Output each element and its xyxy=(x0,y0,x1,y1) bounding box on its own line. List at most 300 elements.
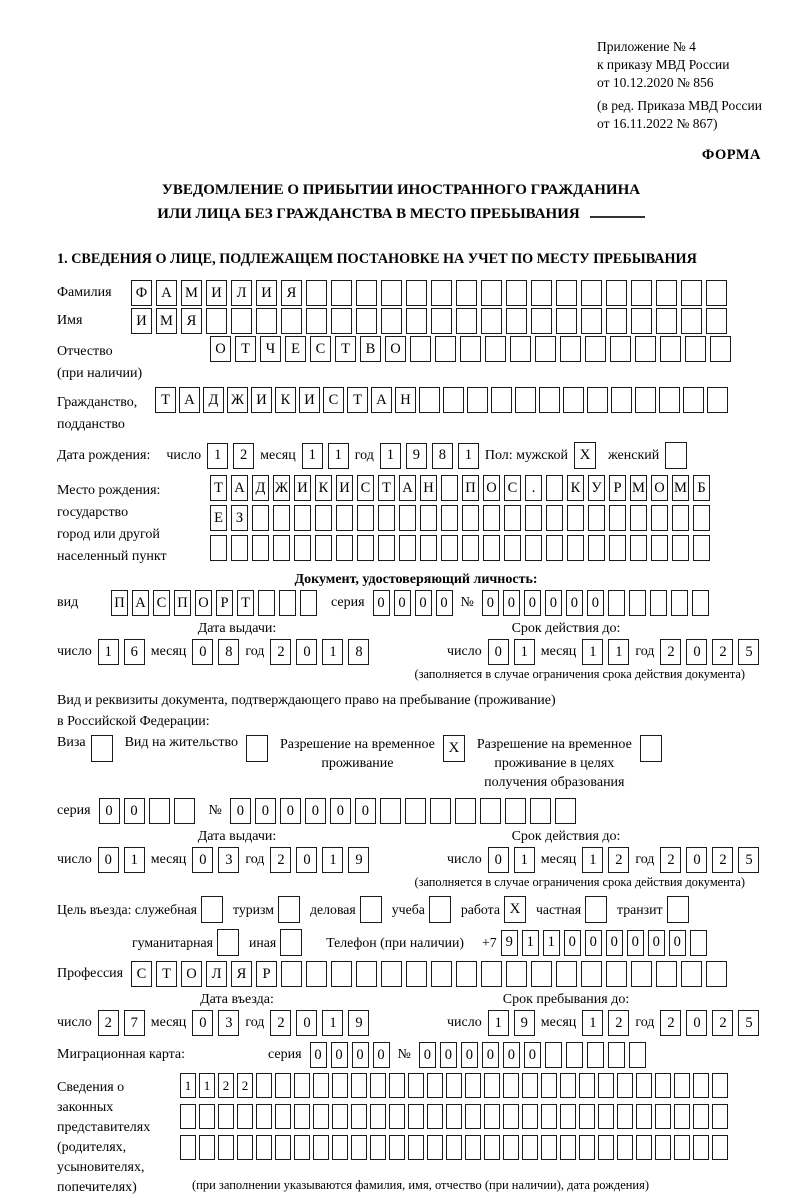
char-cell xyxy=(606,308,627,334)
form-title xyxy=(57,179,775,226)
char-cell: 1 xyxy=(488,1010,509,1036)
char-cell: А xyxy=(156,280,177,306)
month-label: месяц xyxy=(150,852,187,867)
reps-note: (при заполнении указываются фамилия, имя, отчество (при наличии), дата рождения) xyxy=(192,1178,650,1192)
char-cell: Н xyxy=(395,387,416,413)
char-cell xyxy=(515,387,536,413)
char-cell xyxy=(408,1135,424,1160)
day-label: число xyxy=(447,644,482,659)
char-cell xyxy=(693,1135,709,1160)
char-cell: 2 xyxy=(712,1010,733,1036)
char-cell xyxy=(617,1073,633,1098)
char-cell xyxy=(218,1104,234,1129)
char-cell xyxy=(399,505,416,531)
char-cell xyxy=(560,1073,576,1098)
char-cell xyxy=(655,1104,671,1129)
char-cell: Р xyxy=(216,590,233,616)
forma-label: ФОРМА xyxy=(701,147,761,163)
purpose-work-checkbox: X xyxy=(504,896,526,923)
legal-reps-row xyxy=(57,1073,775,1198)
char-cell xyxy=(199,1135,215,1160)
iddoc-valid-month-cells xyxy=(582,639,629,665)
visa-checkbox xyxy=(91,735,113,762)
residence-permit-checkbox xyxy=(246,735,268,762)
char-cell xyxy=(420,535,437,561)
char-cell xyxy=(381,308,402,334)
char-cell xyxy=(481,280,502,306)
char-cell: О xyxy=(181,961,202,987)
char-cell xyxy=(483,535,500,561)
issue-date-label: Дата выдачи: xyxy=(197,621,277,636)
purpose-humanitarian-checkbox xyxy=(217,929,239,956)
birthplace-label: населенный пункт xyxy=(57,549,167,564)
char-cell xyxy=(706,280,727,306)
char-cell: 0 xyxy=(524,590,541,616)
char-cell xyxy=(441,505,458,531)
char-cell: 1 xyxy=(608,639,629,665)
doc-kind-label: вид xyxy=(57,595,79,610)
char-cell: С xyxy=(357,475,374,501)
char-cell: О xyxy=(195,590,212,616)
birth-day-cells xyxy=(207,443,254,469)
char-cell xyxy=(406,308,427,334)
series-label: серия xyxy=(331,595,365,610)
char-cell xyxy=(539,387,560,413)
char-cell: 1 xyxy=(302,443,323,469)
char-cell xyxy=(712,1073,728,1098)
char-cell: Я xyxy=(281,280,302,306)
char-cell xyxy=(707,387,728,413)
char-cell: З xyxy=(231,505,248,531)
char-cell xyxy=(535,336,556,362)
char-cell: 0 xyxy=(415,590,432,616)
char-cell: М xyxy=(181,280,202,306)
char-cell xyxy=(332,1135,348,1160)
char-cell: Т xyxy=(210,475,227,501)
char-cell xyxy=(671,590,688,616)
char-cell xyxy=(427,1135,443,1160)
char-cell xyxy=(356,280,377,306)
char-cell: 0 xyxy=(230,798,251,824)
char-cell: 1 xyxy=(582,639,603,665)
char-cell xyxy=(306,280,327,306)
char-cell: 3 xyxy=(218,1010,239,1036)
char-cell xyxy=(174,798,195,824)
char-cell: 2 xyxy=(98,1010,119,1036)
char-cell xyxy=(685,336,706,362)
char-cell: 0 xyxy=(488,847,509,873)
char-cell xyxy=(441,475,458,501)
char-cell: 1 xyxy=(543,930,560,956)
reps-cells-1 xyxy=(180,1073,728,1098)
char-cell xyxy=(275,1135,291,1160)
char-cell: Т xyxy=(347,387,368,413)
char-cell xyxy=(608,1042,625,1068)
char-cell: С xyxy=(504,475,521,501)
char-cell: 7 xyxy=(124,1010,145,1036)
char-cell: А xyxy=(231,475,248,501)
char-cell xyxy=(408,1073,424,1098)
resdoc-text-line2: в Российской Федерации: xyxy=(57,714,210,729)
char-cell: 1 xyxy=(458,443,479,469)
iddoc-series-cells xyxy=(373,590,453,616)
permit-row xyxy=(57,735,775,792)
char-cell xyxy=(180,1104,196,1129)
char-cell xyxy=(609,535,626,561)
char-cell: 1 xyxy=(582,847,603,873)
char-cell: 9 xyxy=(514,1010,535,1036)
char-cell xyxy=(420,505,437,531)
char-cell: А xyxy=(371,387,392,413)
char-cell xyxy=(481,308,502,334)
char-cell xyxy=(313,1073,329,1098)
char-cell: Н xyxy=(420,475,437,501)
char-cell: 0 xyxy=(98,847,119,873)
char-cell xyxy=(505,798,526,824)
char-cell xyxy=(406,280,427,306)
char-cell xyxy=(546,535,563,561)
char-cell xyxy=(455,798,476,824)
char-cell xyxy=(399,535,416,561)
char-cell xyxy=(435,336,456,362)
purpose-business-checkbox xyxy=(360,896,382,923)
rvp-checkbox: X xyxy=(443,735,465,762)
char-cell xyxy=(332,1073,348,1098)
char-cell xyxy=(273,535,290,561)
char-cell: 0 xyxy=(503,1042,520,1068)
validity-note: (заполняется в случае ограничения срока действия документа) xyxy=(414,667,745,681)
char-cell: С xyxy=(153,590,170,616)
char-cell: И xyxy=(299,387,320,413)
char-cell xyxy=(690,930,707,956)
profession-row xyxy=(57,961,775,987)
resdoc-valid-day-cells xyxy=(488,847,535,873)
char-cell xyxy=(351,1135,367,1160)
char-cell: 0 xyxy=(440,1042,457,1068)
citizenship-label: Гражданство, xyxy=(57,395,138,410)
char-cell xyxy=(313,1135,329,1160)
citizenship-cells xyxy=(155,387,728,413)
annex-amend-line: (в ред. Приказа МВД России xyxy=(597,98,762,113)
char-cell: 0 xyxy=(461,1042,478,1068)
char-cell: 1 xyxy=(322,639,343,665)
month-label: месяц xyxy=(150,1015,187,1030)
purpose-transit-checkbox xyxy=(667,896,689,923)
year-label: год xyxy=(245,644,265,659)
char-cell xyxy=(683,387,704,413)
char-cell xyxy=(237,1104,253,1129)
patronymic-label2: (при наличии) xyxy=(57,366,143,381)
char-cell xyxy=(546,475,563,501)
char-cell: 0 xyxy=(627,930,644,956)
char-cell xyxy=(252,505,269,531)
char-cell xyxy=(525,505,542,531)
char-cell: 2 xyxy=(270,1010,291,1036)
char-cell: 2 xyxy=(218,1073,234,1098)
char-cell: 2 xyxy=(270,847,291,873)
iddoc-valid-day-cells xyxy=(488,639,535,665)
char-cell xyxy=(231,308,252,334)
year-label: год xyxy=(635,852,655,867)
reps-cells-3 xyxy=(180,1135,728,1160)
char-cell xyxy=(522,1073,538,1098)
char-cell: 2 xyxy=(270,639,291,665)
char-cell: И xyxy=(251,387,272,413)
char-cell: 0 xyxy=(686,1010,707,1036)
migcard-label: Миграционная карта: xyxy=(57,1047,186,1062)
char-cell: 0 xyxy=(482,1042,499,1068)
char-cell xyxy=(598,1104,614,1129)
annex-amend-line: от 16.11.2022 № 867) xyxy=(597,116,718,131)
rvp-label-line2: проживание xyxy=(321,756,394,771)
char-cell xyxy=(389,1104,405,1129)
char-cell xyxy=(431,961,452,987)
char-cell: 1 xyxy=(322,847,343,873)
char-cell: Е xyxy=(285,336,306,362)
char-cell xyxy=(545,1042,562,1068)
char-cell: 0 xyxy=(524,1042,541,1068)
char-cell: 2 xyxy=(712,639,733,665)
char-cell xyxy=(506,280,527,306)
reps-label: Сведения о xyxy=(57,1080,125,1095)
char-cell xyxy=(231,535,248,561)
char-cell: 0 xyxy=(99,798,120,824)
entry-month-cells xyxy=(192,1010,239,1036)
char-cell xyxy=(503,1073,519,1098)
char-cell: 0 xyxy=(305,798,326,824)
char-cell: 5 xyxy=(738,847,759,873)
char-cell xyxy=(706,308,727,334)
char-cell xyxy=(237,1135,253,1160)
char-cell xyxy=(480,798,501,824)
birthplace-cells-1 xyxy=(210,475,710,501)
entry-year-cells xyxy=(270,1010,369,1036)
char-cell xyxy=(378,505,395,531)
char-cell xyxy=(275,1104,291,1129)
char-cell xyxy=(606,961,627,987)
char-cell xyxy=(378,535,395,561)
char-cell xyxy=(656,280,677,306)
day-label: число xyxy=(57,1015,92,1030)
day-label: число xyxy=(447,852,482,867)
char-cell xyxy=(446,1135,462,1160)
char-cell xyxy=(281,961,302,987)
char-cell xyxy=(617,1135,633,1160)
char-cell: 2 xyxy=(660,847,681,873)
char-cell: 0 xyxy=(296,639,317,665)
purpose-official-checkbox xyxy=(201,896,223,923)
purpose-study-label: учеба xyxy=(391,901,425,917)
char-cell xyxy=(336,505,353,531)
char-cell xyxy=(484,1104,500,1129)
char-cell xyxy=(629,590,646,616)
char-cell: И xyxy=(206,280,227,306)
char-cell xyxy=(631,961,652,987)
char-cell: 0 xyxy=(587,590,604,616)
patronymic-label: Отчество xyxy=(57,344,113,359)
stay-until-label: Срок пребывания до: xyxy=(502,992,630,1007)
char-cell: 0 xyxy=(564,930,581,956)
char-cell xyxy=(706,961,727,987)
char-cell: 0 xyxy=(330,798,351,824)
char-cell: К xyxy=(567,475,584,501)
char-cell xyxy=(617,1104,633,1129)
char-cell xyxy=(630,505,647,531)
char-cell xyxy=(579,1135,595,1160)
valid-until-label: Срок действия до: xyxy=(511,829,621,844)
patronymic-row xyxy=(57,336,775,385)
resdoc-date-headers xyxy=(57,829,775,845)
iddoc-heading: Документ, удостоверяющий личность: xyxy=(294,572,538,587)
char-cell xyxy=(389,1135,405,1160)
resdoc-dates-row xyxy=(57,847,775,873)
char-cell xyxy=(503,1135,519,1160)
purpose-study-checkbox xyxy=(429,896,451,923)
char-cell xyxy=(300,590,317,616)
char-cell xyxy=(609,505,626,531)
char-cell: 0 xyxy=(686,639,707,665)
number-sign: № xyxy=(208,803,222,818)
char-cell xyxy=(306,961,327,987)
char-cell xyxy=(566,1042,583,1068)
char-cell xyxy=(465,1073,481,1098)
char-cell xyxy=(218,1135,234,1160)
char-cell: С xyxy=(131,961,152,987)
patronymic-cells xyxy=(210,336,731,362)
char-cell: П xyxy=(111,590,128,616)
char-cell: 0 xyxy=(355,798,376,824)
iddoc-number-cells xyxy=(482,590,709,616)
char-cell xyxy=(504,535,521,561)
char-cell xyxy=(567,535,584,561)
char-cell xyxy=(630,535,647,561)
char-cell xyxy=(598,1073,614,1098)
char-cell: Е xyxy=(210,505,227,531)
iddoc-issue-month-cells xyxy=(192,639,239,665)
char-cell xyxy=(370,1135,386,1160)
purpose-tourism-label: туризм xyxy=(233,901,275,917)
char-cell: 1 xyxy=(380,443,401,469)
resdoc-issue-day-cells xyxy=(98,847,145,873)
char-cell: 1 xyxy=(199,1073,215,1098)
char-cell: Я xyxy=(181,308,202,334)
char-cell xyxy=(522,1135,538,1160)
resdoc-issue-month-cells xyxy=(192,847,239,873)
char-cell: И xyxy=(294,475,311,501)
char-cell xyxy=(692,590,709,616)
char-cell xyxy=(294,1135,310,1160)
resdoc-text-line1: Вид и реквизиты документа, подтверждающего право на пребывание (проживание) xyxy=(57,693,556,708)
char-cell xyxy=(660,336,681,362)
char-cell: Т xyxy=(237,590,254,616)
annex-line: Приложение № 4 xyxy=(597,39,696,54)
char-cell xyxy=(446,1073,462,1098)
char-cell xyxy=(199,1104,215,1129)
char-cell: 0 xyxy=(669,930,686,956)
surname-cells xyxy=(131,280,727,306)
char-cell: 1 xyxy=(328,443,349,469)
char-cell xyxy=(441,535,458,561)
birth-month-cells xyxy=(302,443,349,469)
char-cell xyxy=(567,505,584,531)
char-cell xyxy=(336,535,353,561)
char-cell xyxy=(560,1104,576,1129)
char-cell xyxy=(563,387,584,413)
iddoc-issue-day-cells xyxy=(98,639,145,665)
char-cell xyxy=(462,505,479,531)
char-cell xyxy=(370,1104,386,1129)
char-cell xyxy=(581,308,602,334)
char-cell xyxy=(456,280,477,306)
char-cell xyxy=(587,1042,604,1068)
char-cell xyxy=(681,280,702,306)
char-cell xyxy=(456,961,477,987)
char-cell xyxy=(279,590,296,616)
month-label: месяц xyxy=(540,852,577,867)
reps-label: законных xyxy=(57,1100,114,1115)
char-cell: 9 xyxy=(348,1010,369,1036)
rvp-label-line1: Разрешение на временное xyxy=(279,737,435,752)
month-label: месяц xyxy=(150,644,187,659)
char-cell: 0 xyxy=(192,639,213,665)
char-cell xyxy=(381,961,402,987)
resdoc-valid-year-cells xyxy=(660,847,759,873)
char-cell xyxy=(256,308,277,334)
char-cell xyxy=(332,1104,348,1129)
char-cell: 0 xyxy=(436,590,453,616)
char-cell xyxy=(655,1135,671,1160)
phone-cells xyxy=(501,930,707,956)
char-cell: 0 xyxy=(606,930,623,956)
firstname-cells xyxy=(131,308,727,334)
char-cell xyxy=(370,1073,386,1098)
char-cell xyxy=(273,505,290,531)
char-cell: М xyxy=(156,308,177,334)
char-cell: 1 xyxy=(522,930,539,956)
char-cell xyxy=(149,798,170,824)
form-title-line1: УВЕДОМЛЕНИЕ О ПРИБЫТИИ ИНОСТРАННОГО ГРАЖДАНИНА xyxy=(161,182,641,198)
purpose-row-2 xyxy=(57,929,775,956)
char-cell: 0 xyxy=(296,1010,317,1036)
char-cell xyxy=(636,1104,652,1129)
char-cell xyxy=(331,280,352,306)
char-cell xyxy=(546,505,563,531)
char-cell xyxy=(294,1104,310,1129)
char-cell: 0 xyxy=(394,590,411,616)
char-cell xyxy=(636,1135,652,1160)
phone-label: Телефон (при наличии) xyxy=(326,934,465,950)
stay-day-cells xyxy=(488,1010,535,1036)
char-cell xyxy=(522,1104,538,1129)
char-cell xyxy=(674,1104,690,1129)
char-cell: О xyxy=(385,336,406,362)
char-cell: 1 xyxy=(514,847,535,873)
char-cell xyxy=(460,336,481,362)
char-cell: 2 xyxy=(237,1073,253,1098)
char-cell: С xyxy=(323,387,344,413)
char-cell xyxy=(427,1104,443,1129)
iddoc-issue-year-cells xyxy=(270,639,369,665)
char-cell xyxy=(331,961,352,987)
char-cell xyxy=(693,1104,709,1129)
char-cell: 0 xyxy=(503,590,520,616)
char-cell: 0 xyxy=(566,590,583,616)
char-cell xyxy=(456,308,477,334)
rvp-edu-label-line2: проживание в целях xyxy=(494,756,615,771)
char-cell xyxy=(506,961,527,987)
char-cell xyxy=(631,308,652,334)
char-cell: А xyxy=(132,590,149,616)
